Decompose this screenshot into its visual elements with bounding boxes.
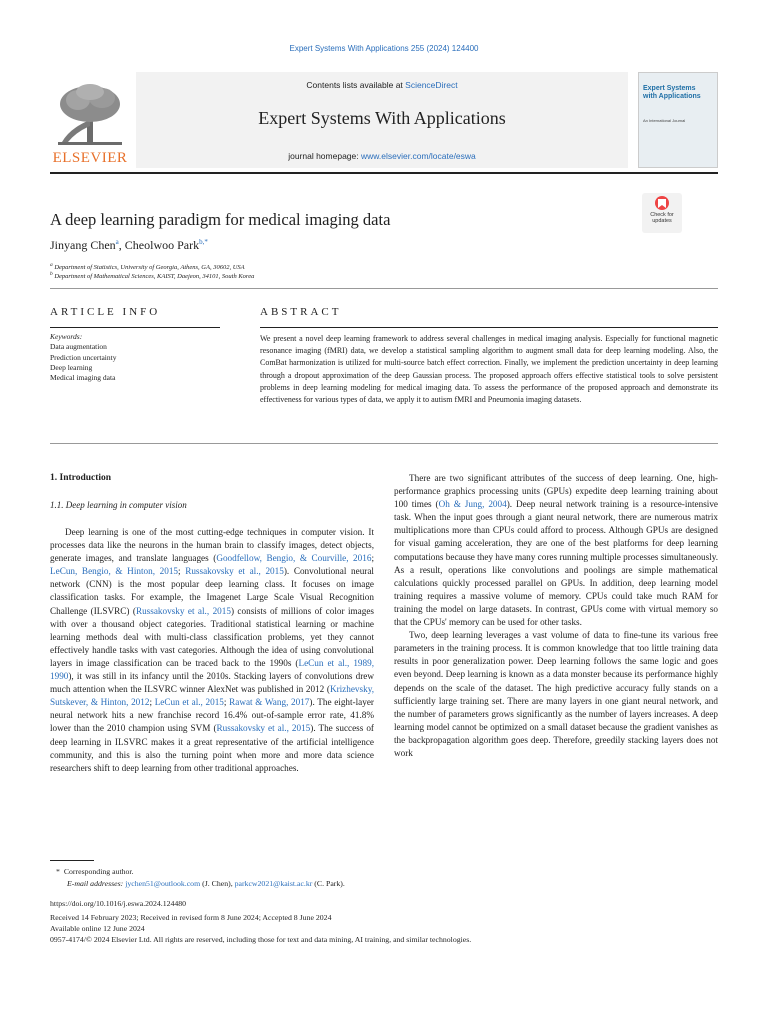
journal-citation-link[interactable]: Expert Systems With Applications 255 (2024) 124400 (289, 44, 479, 53)
text-run: ; (178, 566, 186, 577)
contents-prefix: Contents lists available at (306, 80, 406, 90)
paragraph (50, 526, 374, 775)
email-footnote (50, 878, 735, 889)
keywords-label: Keywords: (50, 332, 83, 341)
divider (260, 327, 718, 328)
citation-link[interactable]: Russakovsky et al., 2015 (135, 605, 231, 616)
author-separator: , (118, 238, 125, 252)
affiliation-text: Department of Mathematical Sciences, KAIST, Daejeon, 34101, South Korea (54, 273, 255, 281)
keyword: Deep learning (50, 362, 93, 372)
text-run: ) consists of millions of color images with over a thousand object categories. Traditional statistical learning or machine learning methods deal with multi-class classification problems, yet they cannot effectively handle tasks with vast categories. Although the idea of using convolutional layers in image classification can be traced back to the 1990s ( (50, 605, 374, 668)
email-label: E-mail addresses: (67, 879, 124, 888)
text-run: ). Convolutional neural network (CNN) is the most popular deep learning class. It focuses on image classification tasks. For example, the Imagenet Large Scale Visual Recognition Challenge (ILSVRC) ( (50, 566, 374, 616)
citation-link[interactable]: Rawat & Wang, 2017 (229, 697, 310, 708)
affiliation-mark: a (50, 262, 53, 268)
citation-link[interactable]: LeCun et al., 1989, 1990 (50, 657, 374, 682)
affiliation-a (50, 262, 610, 271)
text-run: ; (371, 553, 374, 564)
email-owner: (C. Park). (312, 879, 345, 888)
publisher-logo-text: ELSEVIER (52, 150, 128, 166)
citation-link[interactable]: Krizhevsky, Sutskever, & Hinton, 2012 (50, 684, 374, 708)
keyword: Prediction uncertainty (50, 352, 117, 362)
affiliation-b (50, 271, 610, 280)
citation-link[interactable]: LeCun, Bengio, & Hinton, 2015 (50, 566, 179, 577)
text-run: ). Deep neural network training is a resource-intensive task. When the input goes through a giant neural network, there are numerous matrix multiplications more than CPUs could afford to process. Although GPUs are designed for visual gaming acceleration, they are one of the best platforms for deep learning computations because they have many cores running multiple processes simultaneously. As a result, operations like convolutions and poolings are simple mathematical calculations quickly processed parallel on GPUs. In addition, deep learning model training requires a massive volume of memory. CPUs could take much RAM for training the model on large datasets. In contrast, GPUs come with virtual memory so that the CPUs' memory can be used for other tasks. (394, 499, 719, 628)
cover-subtitle: An International Journal (643, 118, 686, 123)
online-date: Available online 12 June 2024 (50, 924, 145, 933)
cover-title: Expert Systems with Applications (643, 85, 701, 100)
received-dates: Received 14 February 2023; Received in revised form 8 June 2024; Accepted 8 June 2024 (50, 913, 332, 922)
citation-link[interactable]: LeCun et al., 2015 (154, 697, 224, 708)
citation-link[interactable]: Russakovsky et al., 2015 (216, 723, 311, 734)
doi-link[interactable]: https://doi.org/10.1016/j.eswa.2024.124480 (50, 899, 187, 908)
email-link[interactable]: parkcw2021@kaist.ac.kr (234, 879, 313, 888)
author-name: Jinyang Chen (50, 238, 116, 252)
text-run: ). The eight-layer neural network hits a new franchise record 16.4% out-of-sample error rate, 41.8% lower than the 2010 champion using SVM ( (50, 697, 374, 734)
email-owner: (J. Chen), (200, 879, 235, 888)
citation-link[interactable]: Oh & Jung, 2004 (438, 499, 507, 510)
body-column-left (50, 526, 374, 775)
homepage-link[interactable]: www.elsevier.com/locate/eswa (360, 151, 476, 161)
author-name: Cheolwoo Park (124, 238, 200, 252)
affiliation-mark: b (50, 271, 53, 277)
check-for-updates-label: Check for updates (650, 212, 674, 224)
homepage-prefix: journal homepage: (288, 151, 361, 161)
footnote-rule (50, 860, 94, 861)
journal-name: Expert Systems With Applications (258, 108, 506, 128)
keyword: Medical imaging data (50, 373, 116, 383)
citation-link[interactable]: Russakovsky et al., 2015 (185, 566, 284, 577)
divider (50, 443, 718, 444)
citation-link[interactable]: Goodfellow, Bengio, & Courville, 2016 (216, 553, 372, 564)
sciencedirect-link[interactable]: ScienceDirect (405, 80, 458, 90)
keywords-block (50, 332, 220, 383)
text-run: ; (223, 697, 230, 708)
footnote-mark: * (56, 867, 60, 876)
divider (50, 327, 220, 328)
affiliation-text: Department of Statistics, University of Georgia, Athens, GA, 30602, USA (54, 264, 245, 272)
copyright-notice: 0957-4174/© 2024 Elsevier Ltd. All rights are reserved, including those for text and data mining, AI training, and similar technologies. (50, 935, 472, 944)
email-link[interactable]: jychen51@outlook.com (125, 879, 201, 888)
text-run: ; (149, 697, 155, 708)
article-info-heading: ARTICLE INFO (50, 306, 161, 318)
abstract-text: We present a novel deep learning framework to address several challenges in medical imaging analysis. Especially for functional magnetic resonance imaging (fMRI) data, we develop a statistical sampling algorithm to augment small data for deep learning modeling. Also, the ComBat harmonization is utilized for multi-source batch effect correction. Finally, we implement the prediction uncertainty in deep learning through a dropout approximation of the deep Gaussian process. The proposed approach offers effective statistical tools to solve persistent problems in deep learning modeling for medical imaging data. To assess the performance of the proposed approach and demonstrate its effectiveness for various types of data, we apply it to autism fMRI and Pneumonia imaging datasets. (260, 334, 718, 405)
article-title: A deep learning paradigm for medical imaging data (50, 210, 391, 229)
affiliation-marker[interactable]: b,* (199, 238, 208, 246)
text-run: There are two significant attributes of the success of deep learning. One, high-performance graphics processing units (GPUs) expedite deep learning training about 100 times ( (394, 473, 718, 510)
subsection-heading: 1.1. Deep learning in computer vision (50, 500, 187, 510)
paragraph: Two, deep learning leverages a vast volume of data to fine-tune its various free parameters in the training process. It is common knowledge that too little training data results in poor generalization power. Deep learning follows the same logic and goes even beyond. Deep learning is known as a data monster because its performance highly depends on the scale of the dataset. The high predictive accuracy fully stands on a sufficiently large training set. There are many layers in one giant neural network, and the number of parameters grows significantly as the number of layers increases. A deep learning model cannot be optimized on a small dataset because the gradient vanishes as the backpropagation algorithm goes deep. Therefore, greedily stacking layers does not work (394, 630, 718, 758)
divider (50, 288, 718, 289)
text-run: Deep learning is one of the most cutting-edge techniques in computer vision. It processes data like the neurons in the human brain to classify images, detect objects, generate images, and translate languages ( (50, 527, 374, 564)
author-list (50, 238, 610, 253)
text-run: ), it was still in its infancy until the 2010s. Stacking layers of convolutions drew much attention when the ILSVRC winner AlexNet was published in 2012 ( (50, 671, 374, 695)
paragraph (394, 472, 718, 629)
footnote-text: Corresponding author. (63, 867, 134, 876)
header-rule (50, 172, 718, 174)
section-heading: 1. Introduction (50, 473, 112, 483)
corresponding-author-note (50, 866, 724, 877)
text-run: ). The success of deep learning in ILSVRC makes it a great representative of the artificial intelligence community, and this is also the turning point when more and more data science researchers shift to deep learning from other traditional approaches. (50, 723, 374, 773)
homepage-line (136, 151, 628, 161)
contents-line (136, 80, 628, 90)
affiliation-marker[interactable]: a (115, 238, 119, 246)
abstract-heading: ABSTRACT (260, 306, 342, 318)
keyword: Data augmentation (50, 342, 107, 352)
body-column-right (394, 472, 718, 760)
